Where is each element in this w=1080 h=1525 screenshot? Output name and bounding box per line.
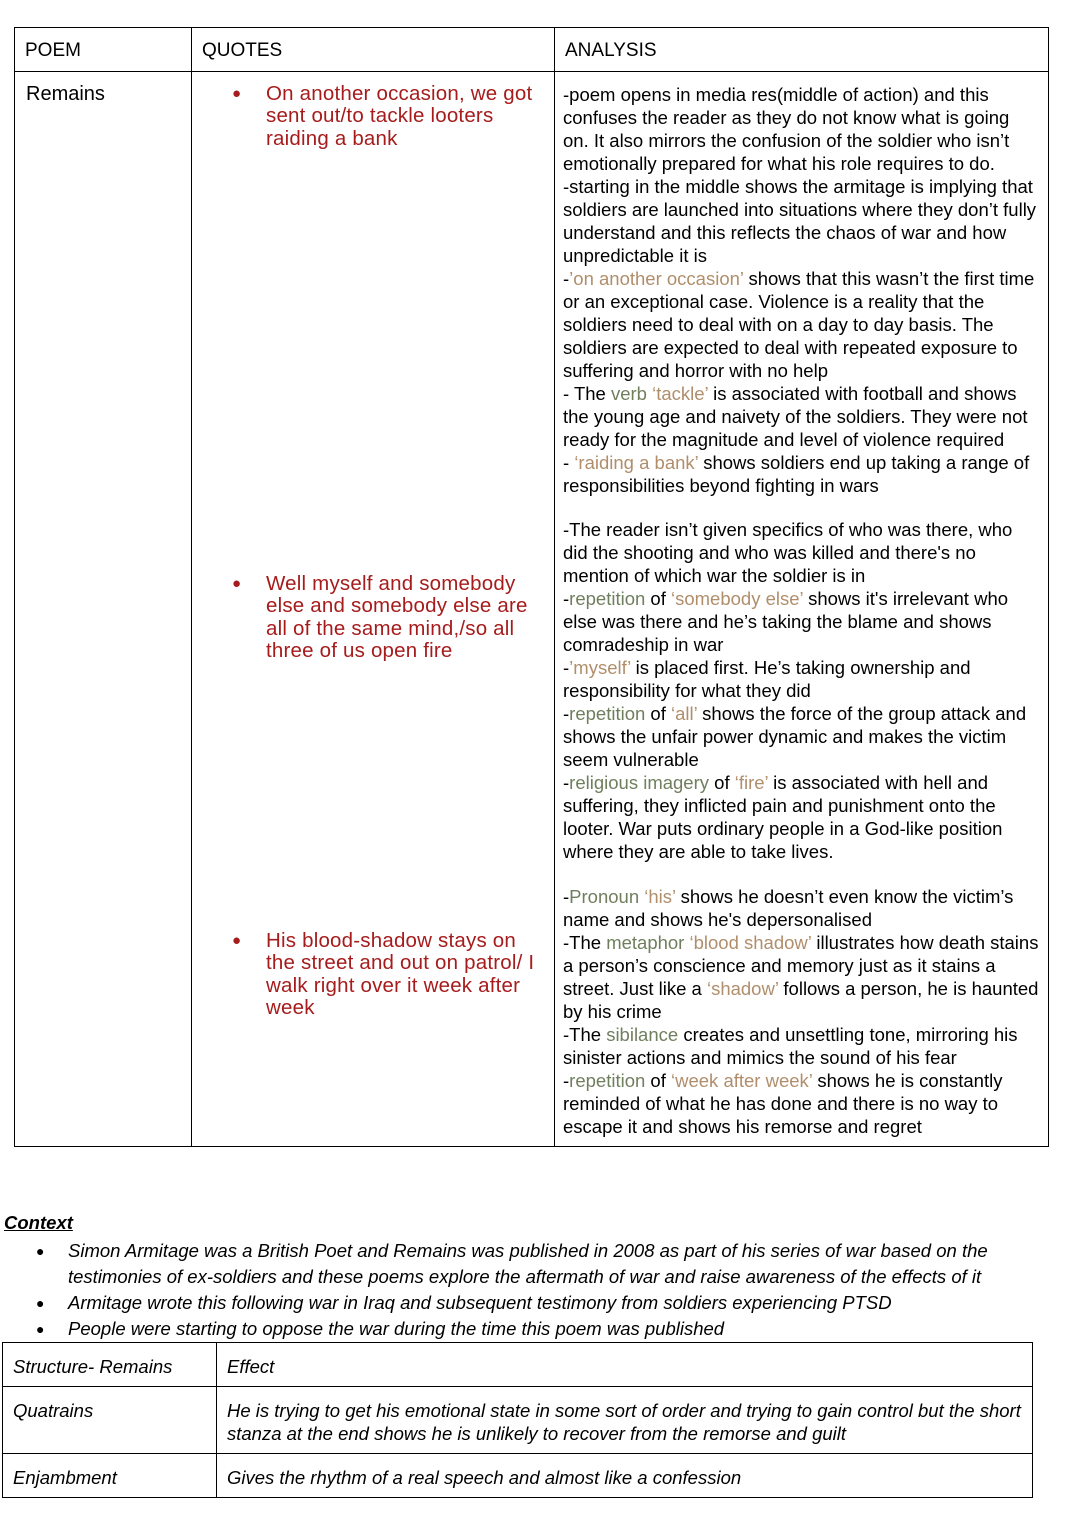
header-cell <box>15 28 192 72</box>
header-cell <box>555 28 1049 72</box>
analysis-text: -The reader isn’t given specifics of who was there, who did the shooting and who was killed and there's no mention of which war the soldier is in <box>563 519 1013 586</box>
context-point: Armitage wrote this following war in Iraq and subsequent testimony from soldiers experiencing PTSD <box>68 1292 892 1313</box>
bullet-icon: ● <box>232 575 242 592</box>
bullet-icon: ● <box>36 1243 45 1259</box>
analysis-paragraph <box>563 771 1040 863</box>
quoted-keyword: ‘shadow’ <box>706 978 779 999</box>
analysis-paragraph <box>563 267 1040 382</box>
analysis-text: illustrates how death stains a person’s conscience and memory just as it stains a street. Just like a <box>563 932 1039 999</box>
analysis-text: shows that this wasn’t the first time or an exceptional case. Violence is a reality that the soldiers need to deal with on a day to day basis. The soldiers are expected to deal with repeated exposure to suffering and horror with no help <box>563 268 1035 381</box>
analysis-paragraph <box>563 382 1040 451</box>
analysis-paragraph <box>563 83 1040 175</box>
analysis-paragraph <box>563 518 1040 587</box>
analysis-text: of <box>645 1070 671 1091</box>
quoted-keyword: ’on another occasion’ <box>569 268 744 289</box>
analysis-text: of <box>645 588 671 609</box>
analysis-paragraph <box>563 175 1040 267</box>
technique-term: sibilance <box>606 1024 679 1045</box>
structure-effect: He is trying to get his emotional state in some sort of order and trying to gain control but the short stanza at the end shows he is unlikely to recover from the remorse and guilt <box>217 1387 1033 1454</box>
quote-text: His blood-shadow stays on the street and out on patrol/ I walk right over it week after week <box>266 929 535 1020</box>
context-point: Simon Armitage was a British Poet and Remains was published in 2008 as part of his series of war based on the testimonies of ex-soldiers and these poems explore the aftermath of war and raise awareness of the effects of it <box>68 1240 988 1287</box>
table-row <box>3 1387 1033 1454</box>
analysis-paragraph <box>563 885 1040 931</box>
structure-table <box>2 1342 1033 1498</box>
analysis-text: - <box>563 588 570 609</box>
technique-term: repetition <box>569 588 646 609</box>
technique-term: metaphor <box>606 932 685 953</box>
analysis-text: - <box>563 886 570 907</box>
technique-term: Pronoun <box>569 886 640 907</box>
quote-item <box>192 930 554 1020</box>
header-poem: POEM <box>25 40 81 61</box>
quoted-keyword: ‘tackle’ <box>652 383 708 404</box>
analysis-text: - <box>563 452 575 473</box>
header-cell <box>192 28 555 72</box>
quoted-keyword: ‘all’ <box>671 703 698 724</box>
quoted-keyword: ’myself’ <box>569 657 631 678</box>
analysis-block <box>555 497 1048 863</box>
bullet-icon: ● <box>232 85 242 102</box>
context-heading: Context <box>4 1212 73 1233</box>
quote-text: Well myself and somebody else and somebody else are all of the same mind,/so all three of us open fire <box>266 572 528 663</box>
analysis-text: - <box>563 657 570 678</box>
list-item <box>4 1290 1074 1316</box>
analysis-text: shows he doesn’t even know the victim’s name and shows he's depersonalised <box>563 886 1014 930</box>
quote-item <box>192 573 554 930</box>
analysis-paragraph <box>563 587 1040 656</box>
context-list <box>4 1238 1074 1342</box>
bullet-icon: ● <box>232 932 242 949</box>
analysis-text: shows the force of the group attack and shows the unfair power dynamic and makes the victim seem vulnerable <box>563 703 1027 770</box>
analysis-text: - <box>563 703 570 724</box>
quote-text: On another occasion, we got sent out/to tackle looters raiding a bank <box>266 82 533 150</box>
analysis-paragraph <box>563 1069 1040 1138</box>
technique-term: verb <box>610 383 647 404</box>
quoted-keyword: ‘his’ <box>644 886 676 907</box>
analysis-paragraph <box>563 656 1040 702</box>
bullet-icon: ● <box>36 1295 45 1311</box>
analysis-text: shows he is constantly reminded of what he has done and there is no way to escape it and shows his remorse and regret <box>563 1070 1003 1137</box>
technique-term: repetition <box>569 703 646 724</box>
technique-term: repetition <box>569 1070 646 1091</box>
analysis-text: - <box>563 1070 570 1091</box>
analysis-text: -poem opens in media res(middle of action) and this confuses the reader as they do not know what is going on. It also mirrors the confusion of the soldier who isn’t emotionally prepared for what his role requires to do. <box>563 84 1010 174</box>
table-row <box>3 1454 1033 1498</box>
analysis-text: - <box>563 772 570 793</box>
analysis-text: is associated with hell and suffering, they inflicted pain and punishment onto the looter. War puts ordinary people in a God-like position where they are able to take lives. <box>563 772 1003 862</box>
poem-analysis-table <box>14 27 1049 1147</box>
analysis-paragraph <box>563 1023 1040 1069</box>
analysis-text: of <box>645 703 671 724</box>
quoted-keyword: ‘blood shadow’ <box>689 932 812 953</box>
quote-item <box>192 83 554 573</box>
analysis-text: is placed first. He’s taking ownership and responsibility for what they did <box>563 657 971 701</box>
analysis-text: is associated with football and shows the young age and naivety of the soldiers. They were not ready for the magnitude and level of violence required <box>563 383 1028 450</box>
context-point: People were starting to oppose the war during the time this poem was published <box>68 1318 725 1339</box>
technique-term: religious imagery <box>569 772 710 793</box>
header-quotes: QUOTES <box>202 40 283 61</box>
analysis-text: shows soldiers end up taking a range of responsibilities beyond fighting in wars <box>563 452 1030 496</box>
header-analysis: ANALYSIS <box>565 40 657 61</box>
analysis-text: -starting in the middle shows the armitage is implying that soldiers are launched into situations where they don’t fully understand and this reflects the chaos of war and how unpredictable it is <box>563 176 1037 266</box>
bullet-icon: ● <box>36 1321 45 1337</box>
list-item <box>4 1316 1074 1342</box>
poem-cell <box>15 72 192 1147</box>
analysis-text: shows it's irrelevant who else was there and he’s taking the blame and shows comradeship in war <box>563 588 1009 655</box>
analysis-paragraph <box>563 451 1040 497</box>
table-row <box>15 72 1049 1147</box>
header-effect: Effect <box>217 1343 1033 1387</box>
analysis-text: follows a person, he is haunted by his crime <box>563 978 1039 1022</box>
analysis-text: creates and unsettling tone, mirroring his sinister actions and mimics the sound of his fear <box>563 1024 1018 1068</box>
structure-device: Enjambment <box>3 1454 217 1498</box>
quoted-keyword: ‘week after week’ <box>671 1070 813 1091</box>
analysis-text: - <box>563 268 570 289</box>
table-header-row <box>3 1343 1033 1387</box>
analysis-block <box>555 72 1048 497</box>
quoted-keyword: ‘somebody else’ <box>671 588 803 609</box>
header-structure: Structure- Remains <box>3 1343 217 1387</box>
analysis-text: -The <box>563 932 607 953</box>
analysis-text: of <box>709 772 735 793</box>
analysis-paragraph <box>563 702 1040 771</box>
analysis-text: -The <box>563 1024 607 1045</box>
table-header-row <box>15 28 1049 72</box>
quoted-keyword: ‘fire’ <box>734 772 768 793</box>
analysis-block <box>555 863 1048 1146</box>
structure-device: Quatrains <box>3 1387 217 1454</box>
quoted-keyword: ‘raiding a bank’ <box>574 452 699 473</box>
list-item <box>4 1238 1074 1290</box>
structure-effect: Gives the rhythm of a real speech and almost like a confession <box>217 1454 1033 1498</box>
quotes-cell <box>192 72 555 1147</box>
analysis-text: - The <box>563 383 611 404</box>
analysis-cell <box>555 72 1049 1147</box>
poem-title: Remains <box>26 83 105 105</box>
analysis-paragraph <box>563 931 1040 1023</box>
